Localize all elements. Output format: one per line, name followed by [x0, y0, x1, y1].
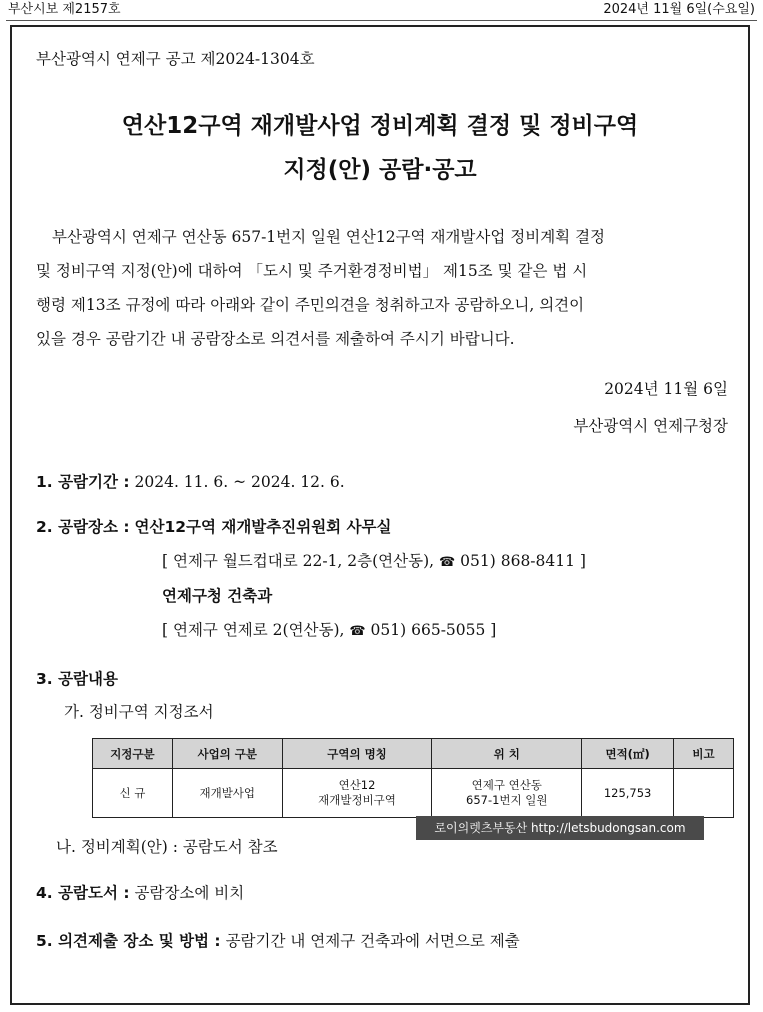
- place-label: 2. 공람장소 :: [36, 518, 130, 536]
- content-item-na: 나. 정비계획(안) : 공람도서 참조: [56, 838, 278, 856]
- table-header: 지정구분: [93, 739, 173, 769]
- period-value: 2024. 11. 6. ~ 2024. 12. 6.: [134, 473, 345, 491]
- table-header: 비고: [674, 739, 734, 769]
- place2-phone: 051) 665-5055 ]: [370, 621, 497, 639]
- place1-addr-text: [ 연제구 월드컵대로 22-1, 2층(연산동),: [162, 552, 435, 570]
- cell-location: [432, 769, 582, 818]
- content-label: 3. 공람내용: [36, 670, 118, 688]
- body-line: 있을 경우 공람기간 내 공람장소로 의견서를 제출하여 주시기 바랍니다.: [36, 330, 515, 348]
- content-item-ga: 가. 정비구역 지정조서: [64, 703, 214, 721]
- cell-note: [674, 769, 734, 818]
- cell-area: 125,753: [582, 769, 674, 818]
- place1-address: [162, 549, 586, 571]
- body-line: 및 정비구역 지정(안)에 대하여 「도시 및 주거환경정비법」 제15조 및 같은 법 시: [36, 262, 588, 280]
- table-header: 면적(㎡): [582, 739, 674, 769]
- gazette-date: 2024년 11월 6일(수요일): [603, 2, 755, 17]
- docs-value: 공람장소에 비치: [134, 884, 245, 902]
- table-row: [93, 769, 734, 818]
- notice-body: [36, 220, 728, 356]
- place2-name: 연제구청 건축과: [162, 587, 273, 605]
- zone-name-line2: 재개발정비구역: [318, 793, 396, 807]
- table-header-row: [93, 739, 734, 769]
- section-docs: [36, 881, 244, 903]
- phone-icon: ☎: [349, 624, 366, 639]
- zone-designation-table: [92, 738, 734, 818]
- body-line: 부산광역시 연제구 연산동 657-1번지 일원 연산12구역 재개발사업 정비계획 결정: [52, 228, 606, 246]
- gazette-number: 부산시보 제2157호: [8, 2, 121, 17]
- section-period: [36, 470, 345, 492]
- submit-label: 5. 의견제출 장소 및 방법 :: [36, 932, 221, 950]
- cell-business: 재개발사업: [172, 769, 282, 818]
- notice-title-line1: 연산12구역 재개발사업 정비계획 결정 및 정비구역: [121, 113, 639, 139]
- phone-icon: ☎: [439, 555, 456, 570]
- section-place: [36, 515, 391, 537]
- period-label: 1. 공람기간 :: [36, 473, 130, 491]
- location-line2: 657-1번지 일원: [466, 793, 548, 807]
- body-line: 행령 제13조 규정에 따라 아래와 같이 주민의견을 청취하고자 공람하오니, 의견이: [36, 296, 585, 314]
- notice-frame: [10, 25, 750, 1005]
- notice-number: 부산광역시 연제구 공고 제2024-1304호: [36, 50, 315, 68]
- notice-title-line2: 지정(안) 공람·공고: [283, 157, 477, 183]
- place2-address: [162, 618, 496, 640]
- cell-zone-name: [282, 769, 432, 818]
- cell-type: 신 규: [93, 769, 173, 818]
- table-header: 위 치: [432, 739, 582, 769]
- location-line1: 연제구 연산동: [471, 778, 542, 792]
- zone-name-line1: 연산12: [338, 778, 376, 792]
- notice-issuer: 부산광역시 연제구청장: [573, 417, 728, 435]
- watermark-banner: 로이의렛츠부동산 http://letsbudongsan.com: [416, 816, 704, 840]
- docs-label: 4. 공람도서 :: [36, 884, 130, 902]
- submit-value: 공람기간 내 연제구 건축과에 서면으로 제출: [225, 932, 520, 950]
- notice-date: 2024년 11월 6일: [604, 380, 728, 398]
- table-header: 구역의 명칭: [282, 739, 432, 769]
- section-submit: [36, 929, 520, 951]
- section-content: [36, 667, 118, 689]
- table-header: 사업의 구분: [172, 739, 282, 769]
- place1-name: 연산12구역 재개발추진위원회 사무실: [134, 518, 392, 536]
- place1-phone: 051) 868-8411 ]: [460, 552, 586, 570]
- place2-addr-text: [ 연제구 연제로 2(연산동),: [162, 621, 345, 639]
- gazette-header: [6, 0, 757, 21]
